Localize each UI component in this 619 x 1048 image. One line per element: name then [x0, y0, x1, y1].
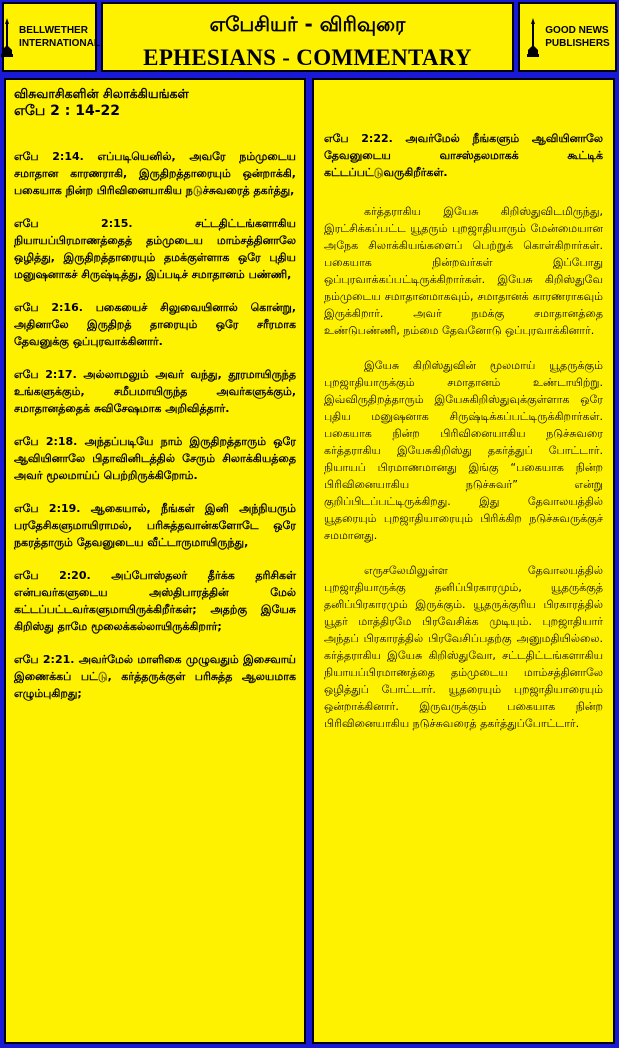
logo-left-line1: BELLWETHER [19, 25, 88, 36]
good-news-logo [518, 2, 617, 72]
lamp-icon [525, 16, 541, 58]
verse-2-16: எபே 2:16. பகையைச் சிலுவையினால் கொன்று, அதினாலே இருதிறத் தாரையும் ஒரே சரீரமாக தேவனுக்கு ஒப்புரவாக்கினார். [14, 301, 296, 348]
verse-2-22: எபே 2:22. அவர்மேல் நீங்களும் ஆவியினாலே தேவனுடைய வாசஸ்தலமாகக் கூட்டிக் கட்டப்பட்டுவருகிறீர்கள். [324, 132, 603, 179]
right-column [312, 78, 615, 1044]
left-column [4, 78, 306, 1044]
section-reference: எபே 2 : 14-22 [14, 103, 121, 119]
verse-2-19: எபே 2:19. ஆகையால், நீங்கள் இனி அந்நியரும் பரதேசிகளுமாயிராமல், பரிசுத்தவான்களோடே ஒரே நகரத்தாரும் தேவனுடைய வீட்டாருமாயிருந்து, [14, 502, 296, 549]
logo-right-line1: GOOD NEWS [545, 25, 609, 36]
page-header [101, 2, 514, 72]
verse-2-20: எபே 2:20. அப்போஸ்தலர் தீர்க்க தரிசிகள் என்பவர்களுடைய அஸ்திபாரத்தின் மேல் கட்டப்பட்டவர்களுமாயிருக்கிறீர்கள்; அதற்கு இயேசு கிறிஸ்து தாமே மூலைக்கல்லாயிருக்கிறார்; [14, 569, 296, 633]
lamp-icon [0, 16, 15, 58]
title-tamil: எபேசியர் - விரிவுரை [209, 12, 406, 36]
commentary-paragraph: எருசலேமிலுள்ள தேவாலயத்தில் புறஜாதியாருக்கு தனிப்பிரகாரமும், யூதருக்குத் தனிப்பிரகாரமும் இருக்கும். யூதருக்குரிய பிரகாரத்தில் யூதர் மாத்திரமே பிரவேசிக்க முடியும். புறஜாதியார் அந்தப் பிரகாரத்தில் பிரவேசிப்பதற்கு அனுமதியில்லை. கர்த்தராகிய இயேசு கிறிஸ்துவோ, சட்டதிட்டங்களாகிய நியாயப்பிரமாணத்தை தம்முடைய மாம்சத்தினாலே ஒழித்துப் போட்டார். யூதரையும் புறஜாதியாரையும் ஒன்றாக்கினார். இருவருக்கும் பகையாக நின்ற பிரிவினையாகிய நடுச்சுவரைத் தகர்த்துப்போட்டார். [324, 564, 603, 730]
verse-2-17: எபே 2:17. அல்லாமலும் அவர் வந்து, தூரமாயிருந்த உங்களுக்கும், சமீபமாயிருந்த அவர்களுக்கும், சமாதானத்தைக் சுவிசேஷமாக அறிவித்தார். [14, 368, 296, 415]
commentary-paragraph: கர்த்தராகிய இயேசு கிறிஸ்துவிடமிருந்து, இரட்சிக்கப்பட்ட யூதரும் புறஜாதியாரும் மேன்மையான அநேக சிலாக்கியங்களைப் பெற்றுக் கொள்கிறார்கள். பகையாக நின்றவர்கள் இப்போது ஒப்புரவாக்கப்பட்டிருக்கிறார்கள். இயேசு கிறிஸ்துவே நம்முடைய சமாதானமாகவும், சமாதானக் காரணராகவும் இருக்கிறார். அவர் நமக்கு சமாதானத்தை உண்டுபண்ணி, நம்மை தேவனோடு ஒப்புரவாக்கினார். [324, 205, 603, 337]
verse-2-14: எபே 2:14. எப்படியெனில், அவரே நம்முடைய சமாதான காரணராகி, இருதிறத்தாரையும் ஒன்றாக்கி, பகையாக நின்ற பிரிவினையாகிய நடுச்சுவரைத் தகர்த்து, [14, 150, 296, 197]
title-english: EPHESIANS - COMMENTARY [143, 45, 472, 70]
verse-2-18: எபே 2:18. அந்தப்படியே நாம் இருதிறத்தாரும் ஒரே ஆவியினாலே பிதாவினிடத்தில் சேரும் சிலாக்கியத்தை அவர் மூலமாய்ப் பெற்றிருக்கிறோம். [14, 435, 296, 482]
commentary-paragraph: இயேசு கிறிஸ்துவின் மூலமாய் யூதருக்கும் புறஜாதியாருக்கும் சமாதானம் உண்டாயிற்று. இவ்விருதிறத்தாரும் இயேசுகிறிஸ்துவுக்குள்ளாக ஒரே புதிய மனுஷனாக சிருஷ்டிக்கப்பட்டிருக்கிறார்கள். பகையாக நின்ற பிரிவினையாகிய நடுச்சுவரை கர்த்தராகிய இயேசுகிறிஸ்து தகர்த்துப் போட்டார். நியாயப் பிரமாணமானது இங்கு “பகையாக நின்ற பிரிவினையாகிய நடுச்சுவர்” என்று குறிப்பிடப்பட்டிருக்கிறது. இது தேவாலயத்தில் யூதரையும் புறஜாதியாரையும் பிரிக்கிற நடுச்சுவருக்குச் சமமானது. [324, 359, 603, 542]
section-heading: விசுவாசிகளின் சிலாக்கியங்கள் [14, 86, 189, 101]
verse-2-15: எபே 2:15. சட்டதிட்டங்களாகிய நியாயப்பிரமாணத்தைத் தம்முடைய மாம்சத்தினாலே ஒழித்து, இருதிறத்தாரையும் தமக்குள்ளாக ஒரே புதிய மனுஷனாகச் சிருஷ்டித்து, இப்படிச் சமாதானம் பண்ணி, [14, 217, 296, 281]
logo-right-line2: PUBLISHERS [545, 38, 610, 49]
logo-left-line2: INTERNATIONAL [19, 38, 100, 49]
bellwether-logo [2, 2, 100, 72]
verse-2-21: எபே 2:21. அவர்மேல் மாளிகை முழுவதும் இசைவாய் இணைக்கப் பட்டு, கர்த்தருக்குள் பரிசுத்த ஆலயமாக எழும்புகிறது; [14, 653, 296, 700]
